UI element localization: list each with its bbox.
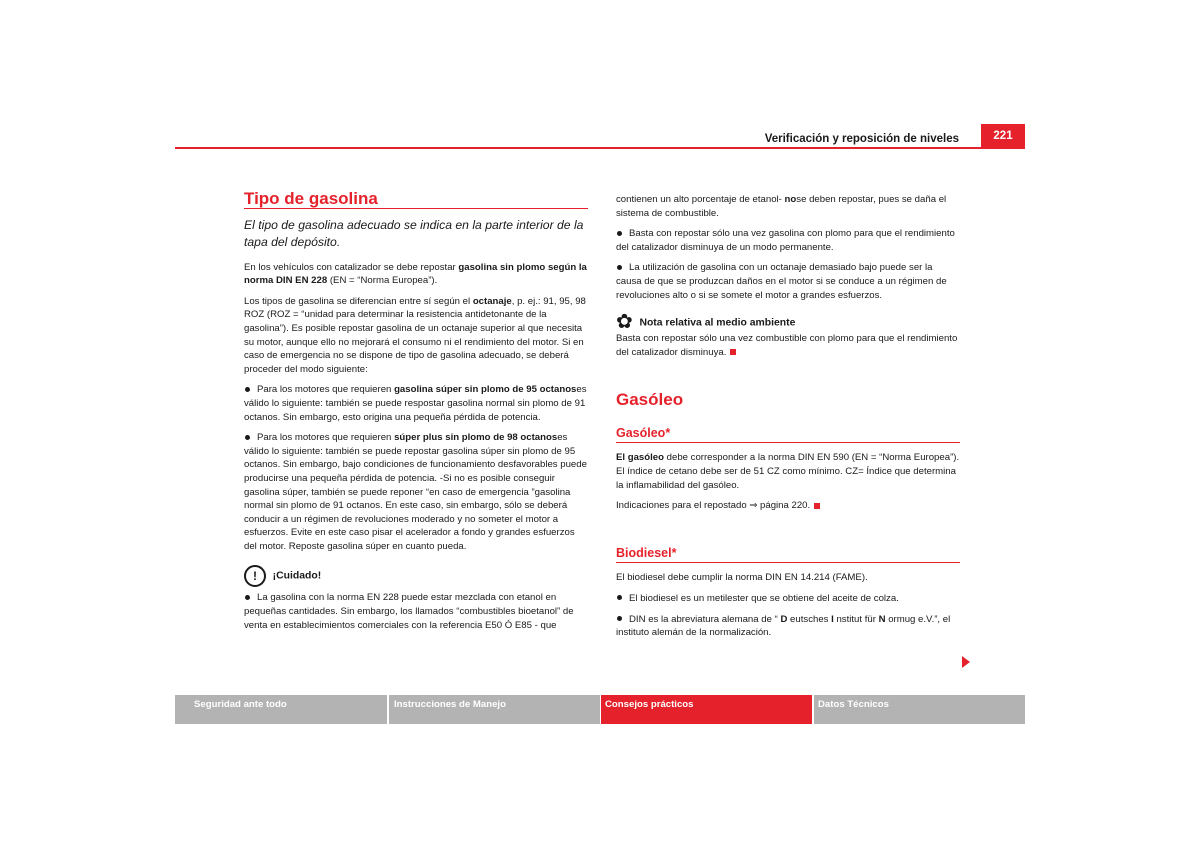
left-column	[244, 189, 588, 639]
flower-icon: ✿	[616, 311, 633, 334]
section-heading-tipo-gasolina: Tipo de gasolina	[244, 189, 378, 208]
list-item: La gasolina con la norma EN 228 puede estar mezclada con etanol en pequeñas cantidades. Sin embargo, los llamados “combustibles bioetanol” de venta en establecimientos comerciales con la referencia E50 Ó E85 - que	[244, 592, 574, 631]
end-marker-icon	[730, 349, 736, 355]
caution-box	[244, 565, 588, 632]
footer-tab-instrucciones[interactable]: Instrucciones de Manejo	[389, 695, 600, 724]
paragraph-octanaje: Los tipos de gasolina se diferencian entre sí según el octanaje, p. ej.: 91, 95, 98 ROZ (ROZ = “unidad para determinar la resistencia antidetonante de la gasolina”). Es posible repostar gasolina de un octanaje superior al que necesita su motor, aunque ello no mejorará el consumo ni el rendimiento del motor. Si en caso de emergencia no se dispone de tipo de gasolina adecuado, se deberá proceder del modo siguiente:	[244, 295, 586, 375]
next-page-arrow-icon	[962, 656, 970, 668]
list-item: DIN es la abreviatura alemana de “ D eutsches I nstitut für N ormug e.V.”, el instituto alemán de la normalización.	[616, 613, 951, 639]
bullet-icon	[245, 435, 250, 440]
subheading-divider	[616, 562, 960, 563]
bullet-icon	[617, 231, 622, 236]
footer-tab-seguridad[interactable]: Seguridad ante todo	[175, 695, 387, 724]
list-item: La utilización de gasolina con un octanaje demasiado bajo puede ser la causa de que se produzcan daños en el motor si se conduce a un régimen de revoluciones alto o si se somete el motor a grandes esfuerzos.	[616, 262, 947, 301]
running-header-title: Verificación y reposición de niveles	[764, 133, 959, 145]
paragraph-gasoleo: El gasóleo debe corresponder a la norma DIN EN 590 (EN = “Norma Europea”). El índice de cetano debe ser de 51 CZ como mínimo. CZ= Índice que determina la inflamabilidad del gasóleo.	[616, 452, 960, 491]
paragraph-biodiesel: El biodiesel debe cumplir la norma DIN EN 14.214 (FAME).	[616, 572, 868, 584]
page-number: 221	[981, 124, 1025, 148]
environment-note-title: Nota relativa al medio ambiente	[639, 317, 796, 329]
caution-title: ¡Cuidado!	[272, 571, 322, 582]
right-column	[616, 193, 960, 647]
list-item: El biodiesel es un metilester que se obtiene del aceite de colza.	[616, 592, 960, 606]
bullet-icon	[245, 387, 250, 392]
list-item: Para los motores que requieren gasolina súper sin plomo de 95 octanoses válido lo siguiente: también se puede respostar gasolina normal sin plomo de 91 octanos. Sin embargo, esto origina una pequeña pérdida de potencia.	[244, 384, 587, 423]
footer-tab-datos[interactable]: Datos Técnicos	[814, 695, 1025, 724]
subheading-gasoleo: Gasóleo*	[616, 425, 671, 440]
list-item: Basta con repostar sólo una vez gasolina con plomo para que el rendimiento del catalizador disminuya de un modo permanente.	[616, 228, 955, 253]
end-marker-icon	[814, 503, 820, 509]
subheading-biodiesel: Biodiesel*	[616, 545, 677, 560]
footer-tab-consejos[interactable]: Consejos prácticos	[601, 695, 812, 724]
environment-note	[616, 311, 960, 359]
list-item: Para los motores que requieren súper plus sin plomo de 98 octanoses válido lo siguiente: también se puede repostar gasolina súper sin plomo de 95 octanos. Sin embargo, bajo condiciones de funcionamiento desfavorables puede producirse una pequeña pérdida de potencia. -Si no es posible conseguir gasolina súper, también se puede reponer “en caso de emergencia ”gasolina normal sin plomo de 91 octanos. En este caso, sin embargo, sólo se deberá conducir a un régimen de revoluciones moderado y no someter el motor a esfuerzos. Evite en este caso pisar el acelerador a fondo y grandes esfuerzos del motor. Reposte gasolina súper en cuanto pueda.	[244, 432, 587, 552]
lead-paragraph: El tipo de gasolina adecuado se indica en la parte interior de la tapa del depósito.	[244, 217, 584, 249]
header-divider	[175, 147, 1025, 149]
paragraph-repostado-ref: Indicaciones para el repostado ⇒ página 220.	[616, 499, 960, 513]
paragraph-catalizador: En los vehículos con catalizador se debe repostar gasolina sin plomo según la norma DIN EN 228 (EN = “Norma Europea”).	[244, 261, 587, 287]
bullet-icon	[617, 265, 622, 270]
caution-icon: !	[244, 565, 266, 587]
section-heading-gasoleo: Gasóleo	[616, 390, 684, 410]
bullet-icon	[617, 616, 622, 621]
subheading-divider	[616, 442, 960, 443]
paragraph-continuation: contienen un alto porcentaje de etanol- nose deben repostar, pues se daña el sistema de combustible.	[616, 194, 947, 219]
bullet-icon	[617, 595, 622, 600]
bullet-icon	[245, 595, 250, 600]
environment-note-text: Basta con repostar sólo una vez combustible con plomo para que el rendimiento del catalizador disminuya.	[616, 333, 958, 358]
